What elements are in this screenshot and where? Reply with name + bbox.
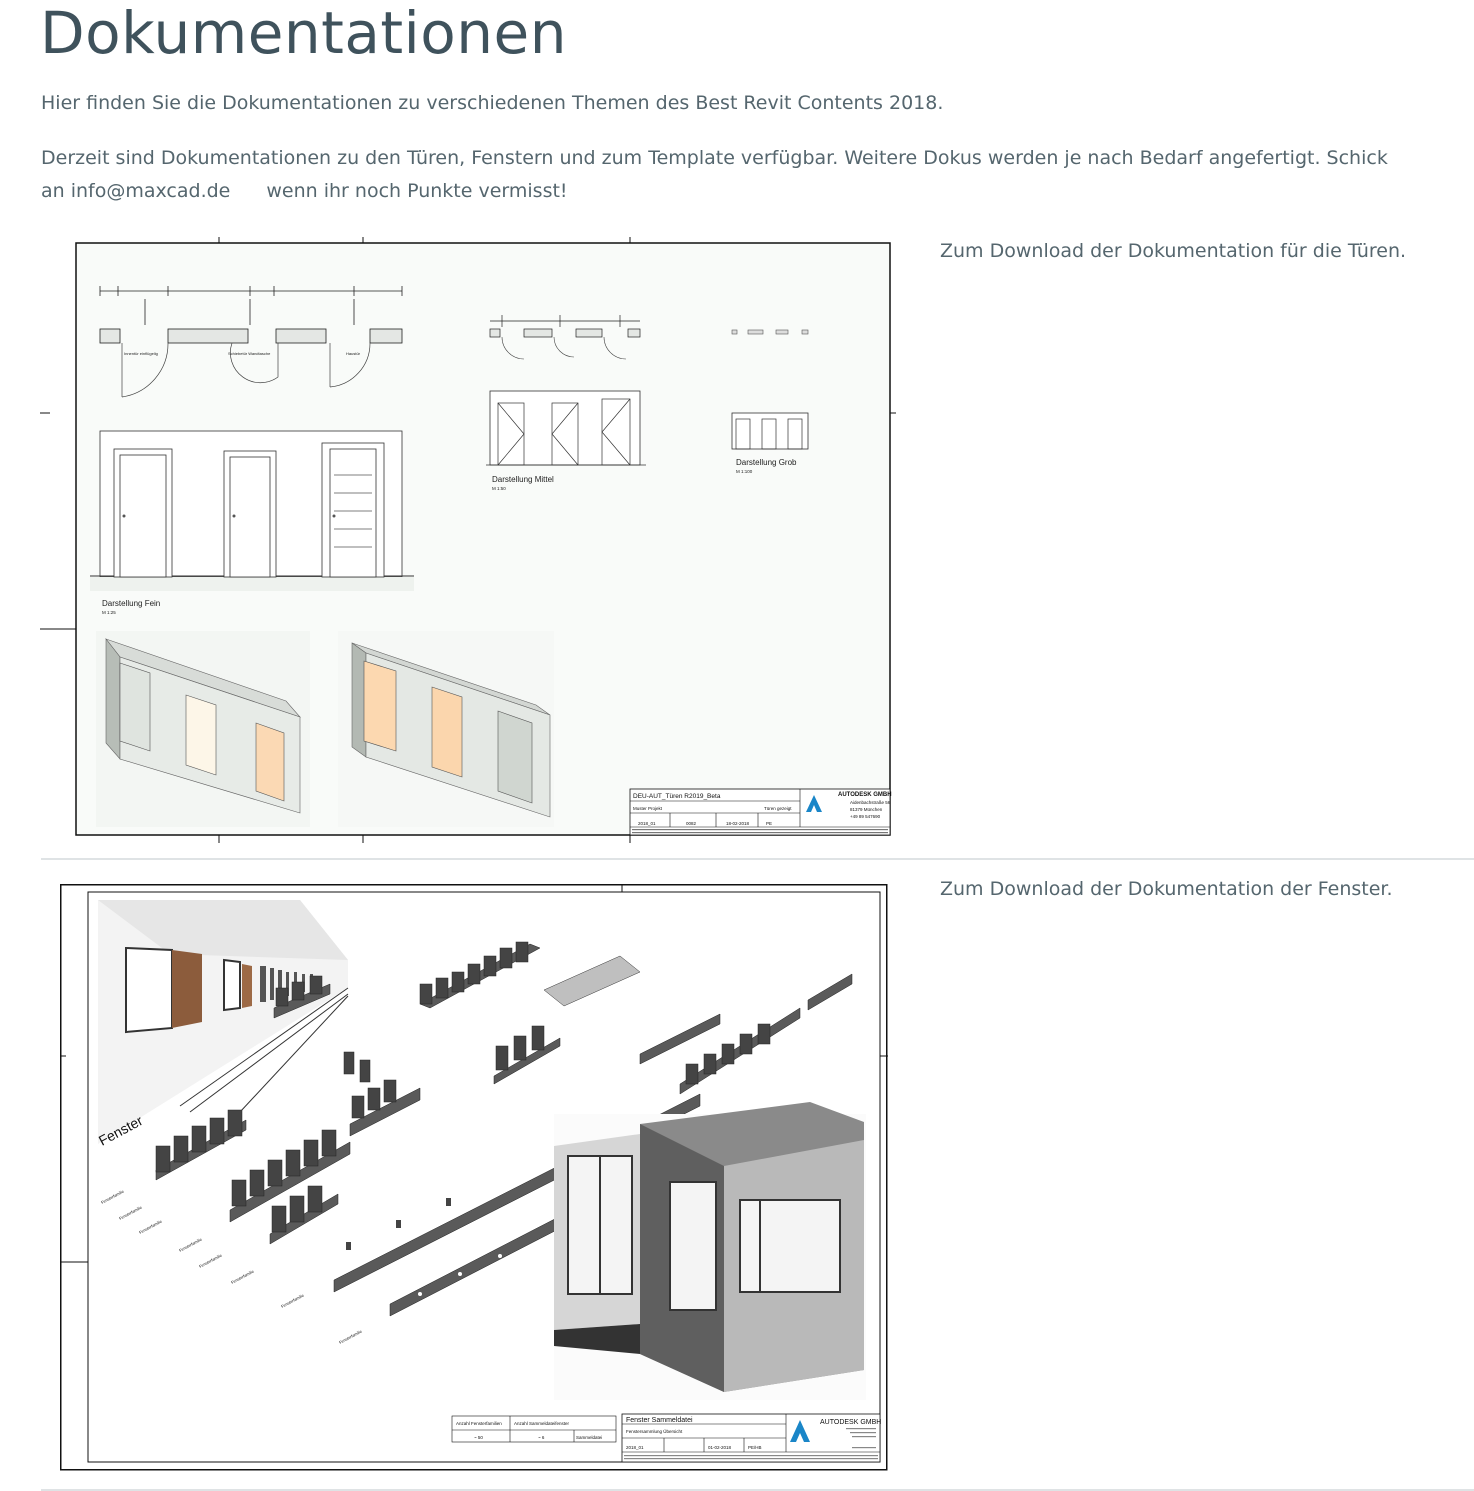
door-sheet-date2: 18-02-2018 <box>726 821 750 826</box>
door-sheet-city: 81379 München <box>850 807 883 812</box>
door-sheet-shown: Türen gezeigt <box>764 806 792 811</box>
doors-documentation-thumbnail[interactable] <box>40 237 900 843</box>
window-sheet-title: Fenster Sammeldatei <box>626 1417 693 1424</box>
body-text-line-2 <box>41 175 568 208</box>
windows-download-link[interactable]: Zum Download der Dokumentation der Fenster. <box>940 878 1393 900</box>
door-label-a: Innentür einflügelig <box>124 351 158 356</box>
door-label-b: Schiebetür Wandtasche <box>228 351 271 356</box>
scale-label-grob: M 1:100 <box>736 469 753 474</box>
body-text-prefix: an <box>41 180 65 202</box>
window-table-v2: ~ 6 <box>538 1435 545 1440</box>
view-label-grob: Darstellung Grob <box>736 458 797 467</box>
scale-label-fein: M 1:25 <box>102 610 116 615</box>
view-label-fein: Darstellung Fein <box>102 599 161 608</box>
door-sheet-number: 0082 <box>686 821 697 826</box>
door-sheet-drawn: PE <box>766 821 773 826</box>
intro-text: Hier finden Sie die Dokumentationen zu verschiedenen Themen des Best Revit Contents 2018. <box>41 92 944 114</box>
door-sheet-company: AUTODESK GMBH <box>838 792 892 798</box>
separator-1 <box>41 858 1474 860</box>
svg-text:Fensterfamilie: Fensterfamilie <box>178 1236 203 1253</box>
window-sheet-subtitle: Fenstersammlung Übersicht <box>626 1429 683 1434</box>
svg-text:Fensterfamilie: Fensterfamilie <box>230 1268 255 1285</box>
door-sheet-title: DEU-AUT_Türen R2019_Beta <box>633 793 721 800</box>
svg-text:Fensterfamilie: Fensterfamilie <box>198 1252 223 1269</box>
svg-text:Fensterfamilie: Fensterfamilie <box>338 1328 363 1345</box>
door-sheet-project: Muster Projekt <box>633 806 663 811</box>
doors-download-link[interactable]: Zum Download der Dokumentation für die Türen. <box>940 240 1407 262</box>
windows-sheet-drawing <box>60 884 888 1472</box>
window-sheet-drawn: PE/HB <box>748 1445 762 1450</box>
svg-text:Fensterfamilie: Fensterfamilie <box>138 1218 163 1235</box>
windows-heading: Fenster <box>95 1112 146 1149</box>
window-sheet-date2: 01-02-2018 <box>708 1445 732 1450</box>
page-title: Dokumentationen <box>40 0 567 67</box>
window-table-h2: Anzahl Sammeldateifenster <box>514 1421 570 1426</box>
scale-label-mittel: M 1:50 <box>492 486 506 491</box>
door-sheet-date: 2018_01 <box>638 821 656 826</box>
door-label-c: Haustür <box>346 351 361 356</box>
window-table-v1: ~ 50 <box>474 1435 483 1440</box>
window-sheet-date: 2018_01 <box>626 1445 644 1450</box>
window-table-h1: Anzahl Fensterfamilien <box>456 1421 502 1426</box>
email-link[interactable]: info@maxcad.de <box>70 180 231 202</box>
windows-documentation-thumbnail[interactable] <box>60 884 888 1472</box>
body-text-suffix: wenn ihr noch Punkte vermisst! <box>266 180 568 202</box>
svg-text:Fensterfamilie: Fensterfamilie <box>100 1188 125 1205</box>
view-label-mittel: Darstellung Mittel <box>492 475 554 484</box>
doors-sheet-drawing <box>40 237 900 843</box>
door-sheet-phone: +49 89 547690 <box>850 814 881 819</box>
svg-text:Fensterfamilie: Fensterfamilie <box>118 1204 143 1221</box>
body-text-line-1: Derzeit sind Dokumentationen zu den Türen, Fenstern und zum Template verfügbar. Weitere Dokus werden je nach Bedarf angefertigt. Schick <box>41 147 1388 169</box>
window-table-v3: Sammeldatei <box>576 1435 603 1440</box>
door-sheet-address: Aidenbachstraße 56 <box>850 800 891 805</box>
window-sheet-company: AUTODESK GMBH <box>820 1419 882 1426</box>
svg-text:Fensterfamilie: Fensterfamilie <box>280 1292 305 1309</box>
